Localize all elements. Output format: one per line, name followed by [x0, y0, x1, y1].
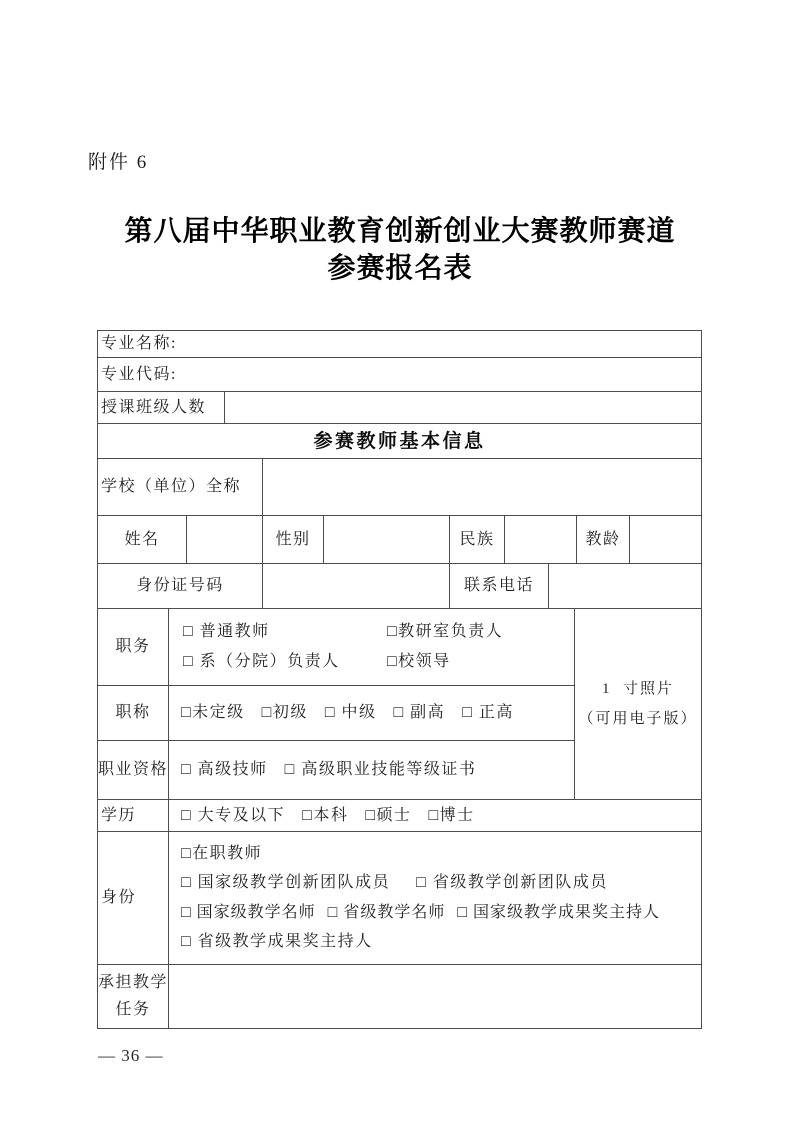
position-label-cell [98, 609, 168, 685]
table-row-identity [98, 832, 701, 965]
prof-title-options-cell [168, 686, 574, 740]
option-national-innovation-team-member[interactable]: □ 国家级教学创新团队成员 [181, 874, 391, 892]
major-name-label: 专业名称: [101, 335, 177, 352]
section-header [98, 424, 701, 458]
education-label-cell [98, 800, 168, 831]
attachment-label: 附件 6 [88, 152, 149, 173]
major-name-field[interactable] [98, 331, 701, 357]
education-options-cell [168, 800, 701, 831]
teaching-task-input-cell[interactable] [168, 965, 701, 1028]
identity-line4 [181, 934, 701, 950]
option-provincial-achievement-award-leader[interactable]: □ 省级教学成果奖主持人 [181, 933, 373, 951]
phone-label: 联系电话 [463, 577, 534, 594]
name-label: 姓名 [124, 530, 160, 548]
class-size-label-cell [98, 392, 224, 423]
option-teaching-office-head[interactable]: □教研室负责人 [387, 622, 504, 640]
position-options-cell [168, 609, 574, 685]
option-ordinary-teacher[interactable]: □ 普通教师 [183, 622, 270, 640]
table-row-major-code [98, 358, 701, 392]
major-code-field[interactable] [98, 358, 701, 391]
prof-title-label-cell [98, 686, 168, 740]
class-size-input-cell[interactable] [224, 392, 701, 423]
option-in-service-teacher[interactable]: □在职教师 [181, 844, 263, 862]
table-row-teaching-task [98, 965, 701, 1028]
teaching-task-label-cell [98, 965, 168, 1028]
identity-line1 [181, 846, 701, 862]
id-number-label: 身份证号码 [136, 577, 224, 594]
option-intermediate[interactable]: □ 中级 [324, 704, 377, 721]
table-row-id-phone [98, 564, 701, 609]
option-associate-or-below[interactable]: □ 大专及以下 [181, 806, 286, 824]
option-ungraded[interactable]: □未定级 [181, 704, 245, 721]
school-input-cell[interactable] [262, 459, 701, 515]
option-school-leader[interactable]: □校领导 [387, 653, 451, 671]
teach-age-label-cell [576, 516, 629, 563]
option-master[interactable]: □硕士 [365, 806, 412, 824]
title-line-1: 第八届中华职业教育创新创业大赛教师赛道 [124, 216, 676, 247]
photo-text-line2: （可用电子版） [578, 710, 698, 727]
school-label: 学校（单位）全称 [101, 478, 242, 495]
teach-age-label: 教龄 [585, 530, 621, 548]
gender-label-cell [262, 516, 323, 563]
gender-input-cell[interactable] [323, 516, 449, 563]
registration-form-table [97, 330, 702, 1029]
major-code-label: 专业代码: [101, 365, 177, 383]
phone-input-cell[interactable] [548, 564, 701, 608]
page-number: — 36 — [98, 1046, 164, 1065]
option-junior[interactable]: □初级 [261, 704, 308, 721]
table-row-qualification [98, 741, 574, 799]
table-row-position [98, 609, 574, 686]
prof-title-label: 职称 [115, 704, 151, 721]
position-title-qualification-group [98, 609, 701, 800]
identity-label-cell [98, 832, 168, 964]
education-label: 学历 [101, 806, 137, 824]
option-provincial-famous-teacher[interactable]: □ 省级教学名师 [327, 903, 446, 921]
option-doctor[interactable]: □博士 [428, 806, 475, 824]
photo-cell[interactable] [574, 609, 701, 799]
id-number-label-cell [98, 564, 262, 608]
position-label: 职务 [115, 638, 151, 655]
option-associate-senior[interactable]: □ 副高 [393, 704, 446, 721]
phone-label-cell [449, 564, 548, 608]
photo-text-line1: 1 寸照片 [601, 680, 674, 697]
table-row-major-name [98, 331, 701, 358]
option-senior-skill-certificate[interactable]: □ 高级职业技能等级证书 [284, 761, 477, 778]
qualification-label-cell [98, 741, 168, 799]
option-national-achievement-award-leader[interactable]: □ 国家级教学成果奖主持人 [457, 903, 661, 921]
option-bachelor[interactable]: □本科 [302, 806, 349, 824]
option-national-famous-teacher[interactable]: □ 国家级教学名师 [181, 903, 316, 921]
table-row-section-header [98, 424, 701, 459]
teach-age-input-cell[interactable] [629, 516, 701, 563]
class-size-label: 授课班级人数 [101, 398, 207, 416]
option-provincial-innovation-team-member[interactable]: □ 省级教学创新团队成员 [416, 874, 608, 892]
table-row-class-size [98, 392, 701, 424]
ethnicity-label: 民族 [459, 530, 495, 548]
gender-label: 性别 [275, 530, 311, 548]
position-options-line1 [183, 624, 574, 640]
qualification-options-cell [168, 741, 574, 799]
table-row-education [98, 800, 701, 832]
table-row-school [98, 459, 701, 516]
ethnicity-label-cell [449, 516, 504, 563]
group-left-rows [98, 609, 574, 799]
position-options-line2 [183, 654, 574, 670]
id-number-input-cell[interactable] [262, 564, 449, 608]
name-label-cell [98, 516, 186, 563]
section-header-text: 参赛教师基本信息 [313, 429, 486, 452]
ethnicity-input-cell[interactable] [504, 516, 576, 563]
title-line-2: 参赛报名表 [327, 253, 473, 284]
name-input-cell[interactable] [186, 516, 262, 563]
teaching-task-label-line2: 任务 [115, 1001, 151, 1018]
identity-options-cell [168, 832, 701, 964]
identity-label: 身份 [101, 889, 137, 906]
qualification-label: 职业资格 [98, 761, 169, 778]
identity-line3 [181, 905, 701, 921]
table-row-prof-title [98, 686, 574, 741]
school-label-cell [98, 459, 262, 515]
option-senior-technician[interactable]: □ 高级技师 [181, 761, 268, 778]
table-row-name-gender [98, 516, 701, 564]
option-department-head[interactable]: □ 系（分院）负责人 [183, 653, 340, 671]
document-title [0, 213, 800, 287]
teaching-task-label-line1: 承担教学 [98, 974, 169, 991]
option-full-senior[interactable]: □ 正高 [462, 704, 514, 721]
identity-line2 [181, 875, 701, 891]
